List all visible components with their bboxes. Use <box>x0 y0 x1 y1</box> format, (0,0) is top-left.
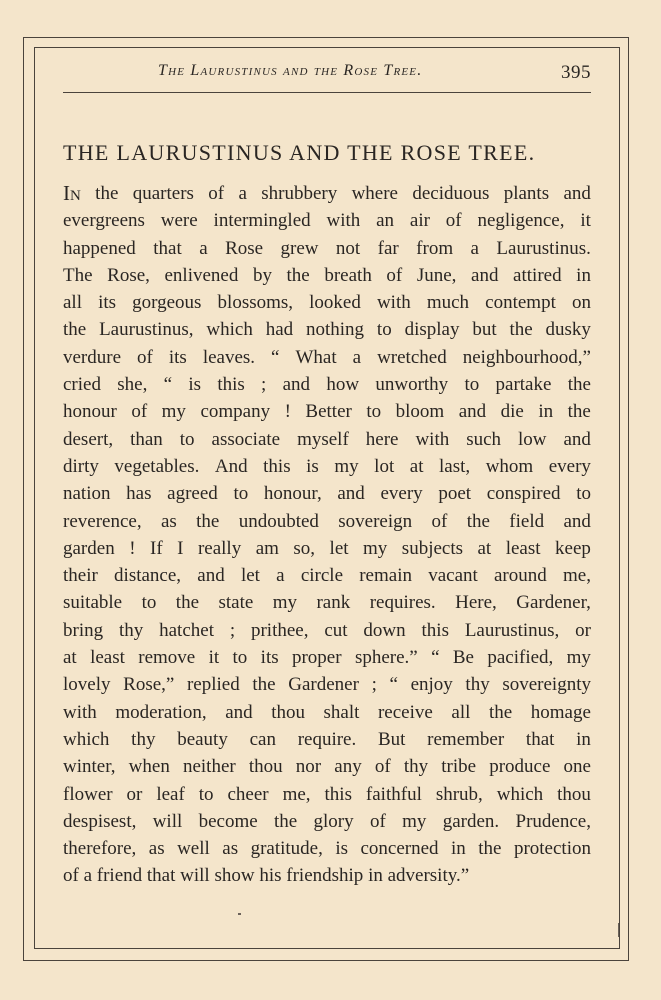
text-line: with moderation, and thou shalt receive all the homage <box>63 701 591 723</box>
text-line: bring thy hatchet ; prithee, cut down this Laurustinus, or <box>63 619 591 641</box>
text-line: lovely Rose,” replied the Gardener ; “ enjoy thy sovereignty <box>63 674 591 696</box>
border-mark <box>618 923 619 937</box>
text-line: their distance, and let a circle remain vacant around me, <box>63 565 591 587</box>
page-number: 395 <box>561 62 591 83</box>
text-line: In the quarters of a shrubbery where deciduous plants and <box>63 181 591 205</box>
printer-mark <box>238 913 241 915</box>
text-line: evergreens were intermingled with an air of negligence, it <box>63 210 591 232</box>
chapter-title: THE LAURUSTINUS AND THE ROSE TREE. <box>63 140 536 165</box>
text-line: cried she, “ is this ; and how unworthy to partake the <box>63 374 591 396</box>
text-line: garden ! If I really am so, let my subjects at least keep <box>63 537 591 559</box>
text-line: all its gorgeous blossoms, looked with much contempt on <box>63 292 591 314</box>
text-line: nation has agreed to honour, and every poet conspired to <box>63 483 591 505</box>
text-line: the Laurustinus, which had nothing to display but the dusky <box>63 319 591 341</box>
text-line: therefore, as well as gratitude, is concerned in the protection <box>63 838 591 860</box>
text-line: winter, when neither thou nor any of thy tribe produce one <box>63 756 591 778</box>
text-line: despisest, will become the glory of my garden. Prudence, <box>63 810 591 832</box>
text-line: happened that a Rose grew not far from a Laurustinus. <box>63 237 591 259</box>
text-line: honour of my company ! Better to bloom and die in the <box>63 401 591 423</box>
body-text <box>63 180 591 890</box>
text-line: at least remove it to its proper sphere.” “ Be pacified, my <box>63 647 591 669</box>
text-line: dirty vegetables. And this is my lot at last, whom every <box>63 455 591 477</box>
text-line: flower or leaf to cheer me, this faithful shrub, which thou <box>63 783 591 805</box>
running-title: The Laurustinus and the Rose Tree. <box>158 62 423 79</box>
text-line: of a friend that will show his friendship in adversity.” <box>63 865 470 887</box>
text-line: suitable to the state my rank requires. Here, Gardener, <box>63 592 591 614</box>
text-line: desert, than to associate myself here with such low and <box>63 428 591 450</box>
text-line: The Rose, enlivened by the breath of June, and attired in <box>63 264 591 286</box>
text-line: which thy beauty can require. But remember that in <box>63 728 591 750</box>
running-head <box>63 58 591 93</box>
text-line: reverence, as the undoubted sovereign of the field and <box>63 510 591 532</box>
text-line: verdure of its leaves. “ What a wretched neighbourhood,” <box>63 346 591 368</box>
